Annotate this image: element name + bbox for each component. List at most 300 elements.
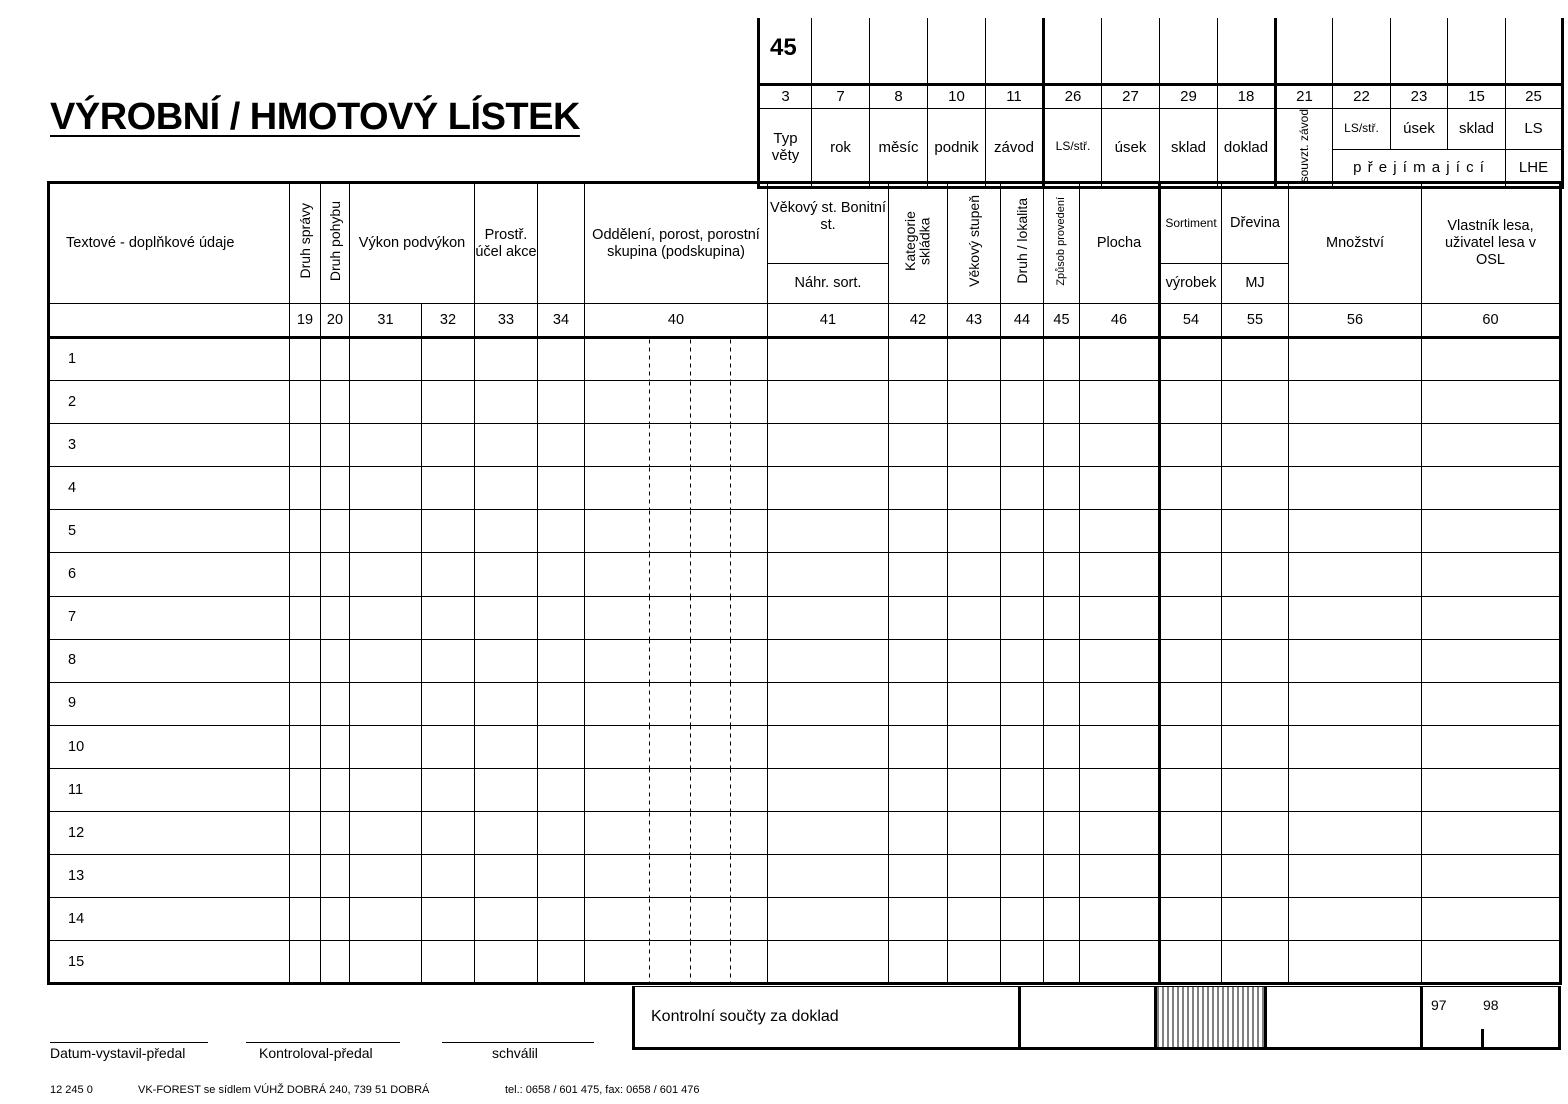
control-sum-box — [632, 986, 1561, 1050]
row-cell[interactable] — [321, 898, 350, 941]
row-cell[interactable] — [538, 941, 585, 984]
row-cell[interactable] — [585, 768, 768, 811]
row-cell[interactable] — [1001, 682, 1044, 725]
row-cell[interactable] — [538, 812, 585, 855]
row-cell[interactable] — [1222, 338, 1289, 381]
row-cell[interactable] — [1222, 941, 1289, 984]
col-vyrobek: výrobek — [1160, 264, 1222, 304]
row-cell[interactable] — [1422, 639, 1561, 682]
row-cell[interactable] — [768, 381, 889, 424]
row-cell[interactable] — [889, 941, 948, 984]
row-cell[interactable] — [768, 855, 889, 898]
row-cell[interactable] — [585, 553, 768, 596]
row-cell[interactable] — [422, 812, 475, 855]
table-row — [49, 682, 1561, 725]
col-number: 20 — [321, 304, 350, 338]
row-cell[interactable] — [585, 855, 768, 898]
row-cell[interactable] — [475, 898, 538, 941]
row-cell[interactable] — [1044, 682, 1080, 725]
row-cell[interactable] — [1222, 855, 1289, 898]
row-cell[interactable] — [1222, 812, 1289, 855]
row-cell[interactable] — [1422, 682, 1561, 725]
field-number: 11 — [986, 84, 1044, 108]
row-cell[interactable] — [768, 553, 889, 596]
row-cell[interactable] — [538, 467, 585, 510]
row-cell[interactable] — [889, 639, 948, 682]
label-ls: LS — [1506, 108, 1563, 149]
row-cell[interactable] — [475, 553, 538, 596]
row-cell[interactable] — [585, 898, 768, 941]
row-cell[interactable] — [538, 553, 585, 596]
row-cell[interactable] — [1001, 898, 1044, 941]
row-cell[interactable] — [350, 467, 422, 510]
row-cell[interactable] — [290, 941, 321, 984]
row-cell[interactable] — [1289, 682, 1422, 725]
row-cell[interactable] — [290, 725, 321, 768]
row-cell[interactable] — [1160, 510, 1222, 553]
code-cell[interactable] — [1276, 18, 1333, 84]
code-cell[interactable] — [1160, 18, 1218, 84]
row-cell[interactable] — [1422, 812, 1561, 855]
row-cell[interactable] — [1080, 812, 1160, 855]
row-cell[interactable] — [948, 596, 1001, 639]
col-vekovy-bonitni: Věkový st. Bonitní st. — [768, 183, 889, 264]
row-cell[interactable] — [422, 725, 475, 768]
row-cell[interactable] — [538, 510, 585, 553]
row-cell[interactable] — [1001, 725, 1044, 768]
row-cell[interactable] — [1422, 596, 1561, 639]
row-cell[interactable] — [1001, 596, 1044, 639]
row-cell[interactable] — [1222, 768, 1289, 811]
row-cell[interactable] — [1160, 855, 1222, 898]
row-cell[interactable] — [475, 338, 538, 381]
row-cell[interactable] — [768, 725, 889, 768]
row-cell[interactable] — [350, 898, 422, 941]
row-cell[interactable] — [768, 467, 889, 510]
row-cell[interactable] — [1289, 381, 1422, 424]
row-cell[interactable] — [290, 467, 321, 510]
row-cell[interactable] — [475, 812, 538, 855]
row-cell[interactable] — [422, 424, 475, 467]
row-cell[interactable] — [1044, 941, 1080, 984]
row-cell[interactable] — [422, 510, 475, 553]
row-cell[interactable] — [768, 812, 889, 855]
row-cell[interactable] — [350, 338, 422, 381]
row-cell[interactable] — [889, 725, 948, 768]
row-cell[interactable] — [1044, 381, 1080, 424]
row-cell[interactable] — [290, 596, 321, 639]
row-cell[interactable] — [1222, 639, 1289, 682]
row-cell[interactable] — [1001, 338, 1044, 381]
row-cell[interactable] — [768, 596, 889, 639]
row-cell[interactable] — [768, 639, 889, 682]
row-cell[interactable] — [889, 682, 948, 725]
row-cell[interactable] — [475, 424, 538, 467]
row-cell[interactable] — [1160, 812, 1222, 855]
row-cell[interactable] — [1289, 941, 1422, 984]
code-cell[interactable] — [1044, 18, 1102, 84]
row-cell[interactable] — [1080, 682, 1160, 725]
row-cell[interactable] — [889, 510, 948, 553]
row-cell[interactable] — [1422, 381, 1561, 424]
row-cell[interactable] — [1289, 898, 1422, 941]
row-cell[interactable] — [350, 855, 422, 898]
code-cell[interactable] — [928, 18, 986, 84]
row-cell[interactable] — [1160, 768, 1222, 811]
row-cell[interactable] — [538, 898, 585, 941]
row-cell[interactable] — [475, 510, 538, 553]
row-cell[interactable] — [948, 812, 1001, 855]
row-cell[interactable] — [1160, 725, 1222, 768]
row-cell[interactable] — [1080, 553, 1160, 596]
row-cell[interactable] — [1289, 596, 1422, 639]
row-cell[interactable] — [1160, 381, 1222, 424]
row-cell[interactable] — [538, 596, 585, 639]
row-cell[interactable] — [889, 381, 948, 424]
row-cell[interactable] — [321, 424, 350, 467]
row-cell[interactable] — [948, 553, 1001, 596]
row-cell[interactable] — [1160, 682, 1222, 725]
row-cell[interactable] — [768, 768, 889, 811]
row-cell[interactable] — [475, 381, 538, 424]
code-cell[interactable] — [1333, 18, 1391, 84]
row-cell[interactable] — [321, 682, 350, 725]
row-cell[interactable] — [948, 338, 1001, 381]
row-cell[interactable] — [475, 467, 538, 510]
row-cell[interactable] — [538, 338, 585, 381]
row-cell[interactable] — [948, 725, 1001, 768]
row-cell[interactable] — [585, 338, 768, 381]
label-rok: rok — [812, 108, 870, 188]
row-cell[interactable] — [321, 553, 350, 596]
row-cell[interactable] — [1001, 855, 1044, 898]
row-cell[interactable] — [475, 941, 538, 984]
row-cell[interactable] — [1160, 898, 1222, 941]
row-cell[interactable] — [1422, 898, 1561, 941]
field-number: 29 — [1160, 84, 1218, 108]
row-cell[interactable] — [422, 898, 475, 941]
row-cell[interactable] — [538, 768, 585, 811]
row-cell[interactable] — [1080, 467, 1160, 510]
row-cell[interactable] — [321, 855, 350, 898]
code-cell[interactable] — [812, 18, 870, 84]
row-cell[interactable] — [585, 941, 768, 984]
row-cell[interactable] — [538, 424, 585, 467]
col-number: 56 — [1289, 304, 1422, 338]
label-podnik: podnik — [928, 108, 986, 188]
row-cell[interactable] — [321, 812, 350, 855]
row-cell[interactable] — [768, 338, 889, 381]
table-row — [49, 553, 1561, 596]
row-cell[interactable] — [290, 768, 321, 811]
row-cell[interactable] — [1080, 855, 1160, 898]
row-cell[interactable] — [1044, 768, 1080, 811]
row-cell[interactable] — [321, 467, 350, 510]
row-cell[interactable] — [321, 510, 350, 553]
row-cell[interactable] — [768, 510, 889, 553]
control-sum-field[interactable] — [1020, 987, 1156, 1049]
row-cell[interactable] — [1080, 639, 1160, 682]
row-cell[interactable] — [585, 639, 768, 682]
row-cell[interactable] — [1080, 596, 1160, 639]
row-cell[interactable] — [538, 639, 585, 682]
row-cell[interactable] — [1289, 510, 1422, 553]
row-cell[interactable] — [1289, 725, 1422, 768]
row-cell[interactable] — [1160, 596, 1222, 639]
row-cell[interactable] — [350, 596, 422, 639]
row-cell[interactable] — [889, 467, 948, 510]
row-cell[interactable] — [1044, 553, 1080, 596]
row-cell[interactable] — [1222, 510, 1289, 553]
row-cell[interactable] — [1160, 941, 1222, 984]
row-cell[interactable] — [1001, 510, 1044, 553]
row-cell[interactable] — [948, 941, 1001, 984]
row-cell[interactable] — [422, 941, 475, 984]
row-cell[interactable] — [1001, 381, 1044, 424]
code-cell[interactable] — [870, 18, 928, 84]
row-cell[interactable] — [889, 424, 948, 467]
row-cell[interactable] — [1044, 855, 1080, 898]
row-cell[interactable] — [290, 898, 321, 941]
row-cell[interactable] — [422, 338, 475, 381]
row-cell[interactable] — [1289, 639, 1422, 682]
row-cell[interactable] — [585, 467, 768, 510]
row-cell[interactable] — [1422, 510, 1561, 553]
row-cell[interactable] — [1222, 424, 1289, 467]
row-cell[interactable] — [585, 725, 768, 768]
row-cell[interactable] — [585, 381, 768, 424]
row-cell[interactable] — [350, 682, 422, 725]
row-cell[interactable] — [290, 855, 321, 898]
row-cell[interactable] — [422, 855, 475, 898]
row-cell[interactable] — [1001, 553, 1044, 596]
row-cell[interactable] — [475, 682, 538, 725]
row-cell[interactable] — [1044, 510, 1080, 553]
row-cell[interactable] — [321, 596, 350, 639]
row-cell[interactable] — [768, 941, 889, 984]
row-cell[interactable] — [1422, 941, 1561, 984]
row-cell[interactable] — [1001, 424, 1044, 467]
row-cell[interactable] — [475, 768, 538, 811]
row-cell[interactable] — [1422, 467, 1561, 510]
label-mesic: měsíc — [870, 108, 928, 188]
row-cell[interactable] — [1080, 941, 1160, 984]
row-cell[interactable] — [350, 553, 422, 596]
field-number: 15 — [1448, 84, 1506, 108]
row-cell[interactable] — [948, 639, 1001, 682]
code-cell[interactable] — [1448, 18, 1506, 84]
row-cell[interactable] — [538, 381, 585, 424]
code-cell[interactable] — [1506, 18, 1563, 84]
table-row — [49, 941, 1561, 984]
row-cell[interactable] — [1422, 855, 1561, 898]
row-cell[interactable] — [1080, 424, 1160, 467]
row-cell[interactable] — [1044, 596, 1080, 639]
signature-label: schválil — [492, 1045, 538, 1061]
code-cell[interactable] — [1102, 18, 1160, 84]
row-cell[interactable] — [1289, 768, 1422, 811]
row-cell[interactable] — [1422, 338, 1561, 381]
row-cell[interactable] — [1222, 725, 1289, 768]
row-cell[interactable] — [1044, 467, 1080, 510]
table-row — [49, 381, 1561, 424]
row-cell[interactable] — [1422, 424, 1561, 467]
row-cell[interactable] — [1222, 898, 1289, 941]
row-cell[interactable] — [1289, 424, 1422, 467]
row-cell[interactable] — [422, 381, 475, 424]
row-cell[interactable] — [768, 682, 889, 725]
row-cell[interactable] — [948, 424, 1001, 467]
row-cell[interactable] — [1080, 898, 1160, 941]
row-cell[interactable] — [1001, 768, 1044, 811]
row-cell[interactable] — [585, 510, 768, 553]
row-number: 12 — [49, 812, 290, 855]
row-cell[interactable] — [290, 639, 321, 682]
row-cell[interactable] — [948, 682, 1001, 725]
label-doklad: doklad — [1218, 108, 1276, 188]
row-cell[interactable] — [585, 812, 768, 855]
row-cell[interactable] — [1001, 812, 1044, 855]
row-cell[interactable] — [290, 424, 321, 467]
row-cell[interactable] — [475, 855, 538, 898]
table-row — [49, 467, 1561, 510]
row-cell[interactable] — [948, 768, 1001, 811]
code-cell[interactable] — [1391, 18, 1448, 84]
row-cell[interactable] — [1080, 725, 1160, 768]
row-cell[interactable] — [350, 725, 422, 768]
row-cell[interactable] — [422, 467, 475, 510]
row-cell[interactable] — [350, 381, 422, 424]
field-number: 18 — [1218, 84, 1276, 108]
field-number: 26 — [1044, 84, 1102, 108]
row-cell[interactable] — [1289, 553, 1422, 596]
row-cell[interactable] — [321, 941, 350, 984]
col-number: 42 — [889, 304, 948, 338]
row-cell[interactable] — [585, 424, 768, 467]
row-cell[interactable] — [948, 381, 1001, 424]
row-cell[interactable] — [1044, 725, 1080, 768]
row-cell[interactable] — [475, 639, 538, 682]
row-cell[interactable] — [1422, 768, 1561, 811]
row-cell[interactable] — [538, 682, 585, 725]
row-cell[interactable] — [768, 424, 889, 467]
row-cell[interactable] — [290, 682, 321, 725]
code-cell[interactable] — [1218, 18, 1276, 84]
row-cell[interactable] — [1222, 381, 1289, 424]
row-cell[interactable] — [585, 596, 768, 639]
row-cell[interactable] — [1080, 381, 1160, 424]
row-cell[interactable] — [1001, 639, 1044, 682]
row-cell[interactable] — [422, 768, 475, 811]
row-cell[interactable] — [1001, 941, 1044, 984]
row-cell[interactable] — [889, 812, 948, 855]
row-cell[interactable] — [1044, 812, 1080, 855]
row-cell[interactable] — [1160, 424, 1222, 467]
row-cell[interactable] — [538, 855, 585, 898]
row-cell[interactable] — [290, 381, 321, 424]
row-cell[interactable] — [1222, 682, 1289, 725]
row-cell[interactable] — [1080, 510, 1160, 553]
row-cell[interactable] — [1044, 639, 1080, 682]
label-ls-str: LS/stř. — [1044, 108, 1102, 188]
row-cell[interactable] — [475, 725, 538, 768]
row-cell[interactable] — [422, 639, 475, 682]
row-cell[interactable] — [321, 768, 350, 811]
row-cell[interactable] — [1080, 338, 1160, 381]
row-cell[interactable] — [948, 467, 1001, 510]
row-cell[interactable] — [1289, 855, 1422, 898]
row-cell[interactable] — [321, 725, 350, 768]
row-cell[interactable] — [422, 553, 475, 596]
row-cell[interactable] — [1160, 467, 1222, 510]
row-cell[interactable] — [1222, 553, 1289, 596]
row-cell[interactable] — [1044, 898, 1080, 941]
control-sum-field[interactable] — [1266, 987, 1422, 1049]
row-cell[interactable] — [1160, 553, 1222, 596]
row-cell[interactable] — [1422, 553, 1561, 596]
row-cell[interactable] — [889, 596, 948, 639]
row-cell[interactable] — [948, 855, 1001, 898]
row-cell[interactable] — [948, 898, 1001, 941]
row-cell[interactable] — [321, 381, 350, 424]
row-cell[interactable] — [422, 682, 475, 725]
row-cell[interactable] — [889, 898, 948, 941]
row-cell[interactable] — [585, 682, 768, 725]
row-cell[interactable] — [1044, 424, 1080, 467]
row-cell[interactable] — [1044, 338, 1080, 381]
row-cell[interactable] — [350, 424, 422, 467]
row-cell[interactable] — [350, 768, 422, 811]
row-cell[interactable] — [350, 941, 422, 984]
row-cell[interactable] — [1001, 467, 1044, 510]
row-cell[interactable] — [290, 812, 321, 855]
row-cell[interactable] — [290, 338, 321, 381]
kategorie-text: Kategorie skládka — [902, 211, 933, 272]
row-cell[interactable] — [1422, 725, 1561, 768]
row-cell[interactable] — [350, 812, 422, 855]
row-cell[interactable] — [290, 510, 321, 553]
row-number: 13 — [49, 855, 290, 898]
row-cell[interactable] — [1080, 768, 1160, 811]
row-cell[interactable] — [1160, 639, 1222, 682]
row-cell[interactable] — [538, 725, 585, 768]
row-cell[interactable] — [1289, 467, 1422, 510]
row-cell[interactable] — [889, 338, 948, 381]
row-cell[interactable] — [1289, 812, 1422, 855]
row-cell[interactable] — [768, 898, 889, 941]
row-cell[interactable] — [1222, 596, 1289, 639]
row-cell[interactable] — [889, 768, 948, 811]
col-34 — [538, 183, 585, 304]
row-cell[interactable] — [475, 596, 538, 639]
contact-info: tel.: 0658 / 601 475, fax: 0658 / 601 476 — [505, 1084, 700, 1096]
row-cell[interactable] — [1289, 338, 1422, 381]
row-cell[interactable] — [422, 596, 475, 639]
row-cell[interactable] — [350, 510, 422, 553]
row-cell[interactable] — [948, 510, 1001, 553]
code-cell[interactable] — [986, 18, 1044, 84]
row-cell[interactable] — [321, 338, 350, 381]
druh-lokalita-text: Druh / lokalita — [1013, 198, 1030, 284]
row-cell[interactable] — [1222, 467, 1289, 510]
row-cell[interactable] — [290, 553, 321, 596]
row-cell[interactable] — [1160, 338, 1222, 381]
row-cell[interactable] — [350, 639, 422, 682]
col-number: 43 — [948, 304, 1001, 338]
row-cell[interactable] — [321, 639, 350, 682]
row-cell[interactable] — [889, 553, 948, 596]
row-cell[interactable] — [889, 855, 948, 898]
